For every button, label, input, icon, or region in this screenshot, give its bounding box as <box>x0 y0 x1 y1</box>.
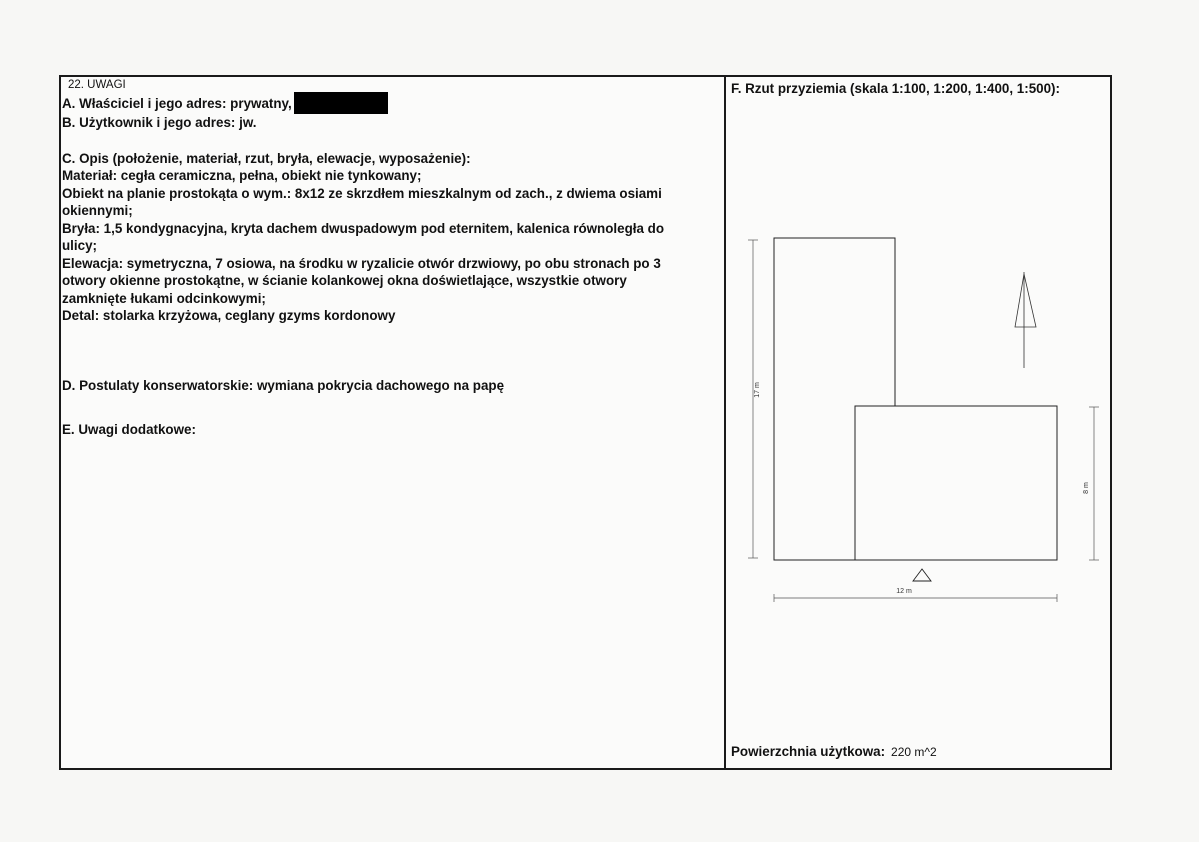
dimension-line-bottom <box>774 594 1057 602</box>
remarks-section <box>62 79 717 439</box>
owner-label: A. Właściciel i jego adres: prywatny, <box>62 96 292 111</box>
plan-section <box>731 81 1060 96</box>
additional-remarks-line: E. Uwagi dodatkowe: <box>62 422 196 437</box>
description-line: zamknięte łukami odcinkowymi; <box>62 290 266 306</box>
floor-plan <box>726 200 1106 610</box>
dimension-label-bottom: 12 m <box>896 588 912 595</box>
description-line: Materiał: cegła ceramiczna, pełna, obiekt nie tynkowany; <box>62 168 422 183</box>
dimension-label-right: 8 m <box>1083 482 1090 494</box>
usable-area-value: 220 m^2 <box>891 745 937 759</box>
description-heading: C. Opis (położenie, materiał, rzut, bryła, elewacje, wyposażenie): <box>62 150 471 166</box>
dimension-line-height <box>748 240 758 558</box>
description-line: Obiekt na planie prostokąta o wym.: 8x12 ze skrzdłem mieszkalnym od zach., z dwiema osiami <box>62 185 662 201</box>
dimension-label-height: 17 m <box>754 382 761 398</box>
description-line: ulicy; <box>62 238 97 253</box>
description-line: okiennymi; <box>62 203 133 218</box>
owner-line <box>62 92 717 114</box>
description-line: Elewacja: symetryczna, 7 osiowa, na środku w ryzalicie otwór drzwiowy, po obu stronach po 3 <box>62 255 661 271</box>
building-main-rect <box>855 406 1057 560</box>
postulates-line: D. Postulaty konserwatorskie: wymiana pokrycia dachowego na papę <box>62 377 505 393</box>
description-line: Bryła: 1,5 kondygnacyjna, kryta dachem dwuspadowym pod eternitem, kalenica równoległa do <box>62 220 665 236</box>
description-line: Detal: stolarka krzyżowa, ceglany gzyms kordonowy <box>62 308 396 323</box>
triangle-marker-icon <box>913 569 931 581</box>
user-line: B. Użytkownik i jego adres: jw. <box>62 115 257 130</box>
dimension-line-right <box>1089 407 1099 560</box>
redaction-bar <box>294 92 388 114</box>
usable-area-row <box>731 744 937 759</box>
plan-title: F. Rzut przyziemia (skala 1:100, 1:200, 1:400, 1:500): <box>731 81 1060 96</box>
section-header: 22. UWAGI <box>68 79 126 91</box>
usable-area-label: Powierzchnia użytkowa: <box>731 744 886 759</box>
description-line: otwory okienne prostokątne, w ścianie kolankowej okna doświetlające, wszystkie otwory <box>62 273 627 288</box>
north-arrow-icon <box>1015 272 1036 368</box>
